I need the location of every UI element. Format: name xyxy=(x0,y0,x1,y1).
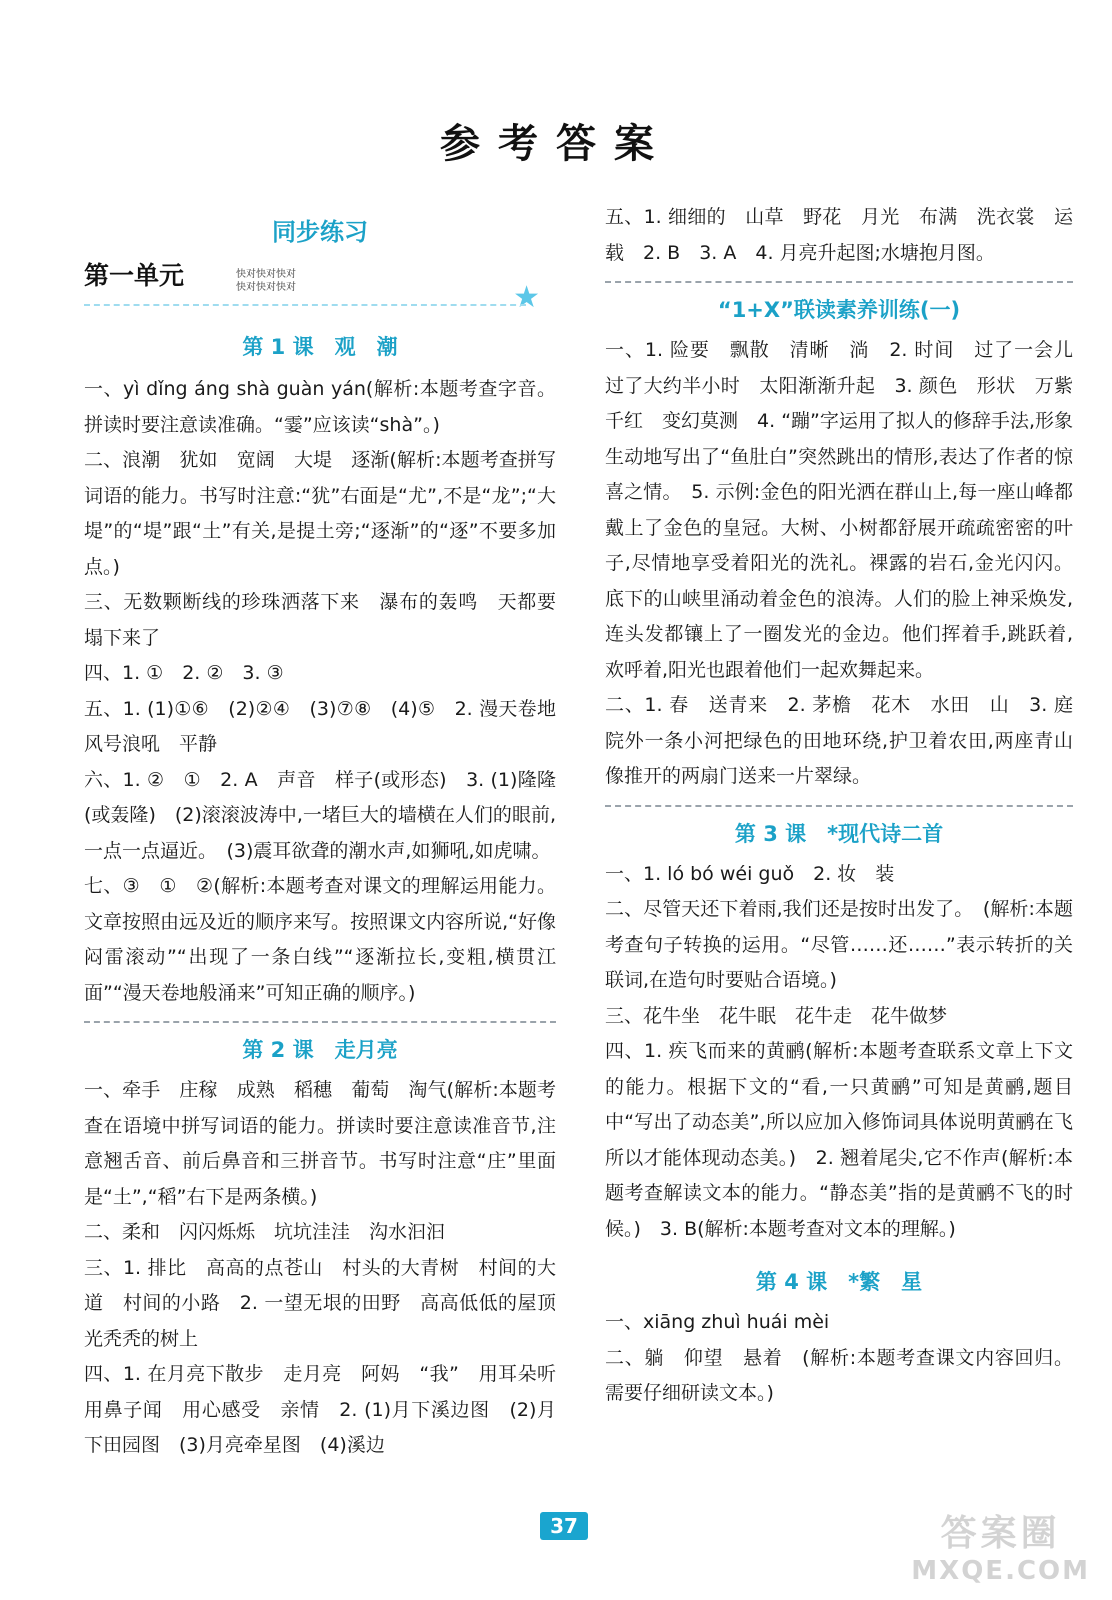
watermark-line2: MXQE.COM xyxy=(911,1556,1090,1586)
lesson-4-answers xyxy=(605,1305,1073,1412)
answer-item: 一、1. 险要 飘散 清晰 淌 2. 时间 过了一会儿 过了大约半小时 太阳渐渐升起 3. 颜色 形状 万紫千红 变幻莫测 4. “蹦”字运用了拟人的修辞手法,形象生动地写出了“鱼肚白”突然跳出的情形,表达了作者的惊喜之情。 5. 示例:金色的阳光洒在群山上,每一座山峰都戴上了金色的皇冠。大树、小树都舒展开疏疏密密的叶子,尽情地享受着阳光的洗礼。裸露的岩石,金光闪闪。底下的山峡里涌动着金色的浪涛。人们的脸上神采焕发,连头发都镶上了一圈发光的金边。他们挥着手,跳跃着,欢呼着,阳光也跟着他们一起欢舞起来。 xyxy=(605,339,1093,681)
answer-item: 五、1. 细细的 山草 野花 月光 布满 洗衣裳 运载 2. B 3. A 4. 月亮升起图;水塘抱月图。 xyxy=(605,206,1073,264)
answer-item: 四、1. 疾飞而来的黄鹂(解析:本题考查联系文章上下文的能力。根据下文的“看,一只黄鹂”可知是黄鹂,题目中“写出了动态美”,所以应加入修饰词具体说明黄鹂在飞所以才能体现动态美。) 2. 翘着尾尖,它不作声(解析:本题考查解读文本的能力。“静态美”指的是黄鹂不飞的时候。) 3. B(解析:本题考查对文本的理解。) xyxy=(605,1040,1073,1240)
lesson-2-title: 第 2 课 走月亮 xyxy=(242,1038,398,1062)
section-divider xyxy=(605,805,1073,807)
sync-practice-banner: 同步练习 xyxy=(272,218,368,246)
page-title: 参考答案 xyxy=(440,120,672,167)
answer-item: 二、浪潮 犹如 宽阔 大堤 逐渐(解析:本题考查拼写词语的能力。书写时注意:“犹”右面是“尤”,不是“龙”;“大堤”的“堤”跟“土”有关,是提土旁;“逐渐”的“逐”不要多加点。) xyxy=(84,449,556,578)
left-column xyxy=(84,200,576,1464)
answer-item: 四、1. 在月亮下散步 走月亮 阿妈 “我” 用耳朵听 用鼻子闻 用心感受 亲情 2. (1)月下溪边图 (2)月下田园图 (3)月亮牵星图 (4)溪边 xyxy=(84,1363,576,1456)
lesson-2-continued xyxy=(605,200,1073,271)
watermark-line1: 答案圈 xyxy=(940,1513,1061,1554)
lesson-1-answers xyxy=(84,372,576,1011)
watermark-logo xyxy=(911,1505,1090,1586)
answer-item: 三、1. 排比 高高的点苍山 村头的大青树 村间的大道 村间的小路 2. 一望无垠的田野 高高低低的屋顶 光秃秃的树上 xyxy=(84,1256,576,1350)
star-icon: ★ xyxy=(513,280,540,315)
unit-subtext xyxy=(236,268,296,294)
answer-item: 一、1. ló bó wéi guǒ 2. 妆 装 xyxy=(605,862,895,885)
right-column xyxy=(605,200,1093,1412)
reading-training-title: “1+X”联读素养训练(一) xyxy=(717,298,961,322)
answer-item: 一、xiāng zhuì huái mèi xyxy=(605,1311,830,1333)
answer-item: 四、1. ① 2. ② 3. ③ xyxy=(84,662,284,684)
unit-subtext-line2: 快对快对快对 xyxy=(236,282,296,293)
lesson-3-title: 第 3 课 *现代诗二首 xyxy=(734,821,944,846)
lesson-1-title: 第 1 课 观 潮 xyxy=(242,335,398,359)
reading-training-answers xyxy=(605,333,1093,795)
answer-item: 三、花牛坐 花牛眠 花牛走 花牛做梦 xyxy=(605,1004,948,1027)
answer-item: 二、1. 春 送青来 2. 茅檐 花木 水田 山 3. 庭院外一条小河把绿色的田地环绕,护卫着农田,两座青山像推开的两扇门送来一片翠绿。 xyxy=(605,694,1073,787)
page-number: 37 xyxy=(540,1512,588,1540)
answer-item: 二、躺 仰望 悬着 (解析:本题考查课文内容回归。需要仔细研读文本。) xyxy=(605,1346,1073,1404)
lesson-3-answers xyxy=(605,857,1073,1248)
section-divider xyxy=(84,1021,556,1023)
section-divider xyxy=(605,281,1073,283)
answer-item: 一、牵手 庄稼 成熟 稻穗 葡萄 淘气(解析:本题考查在语境中拼写词语的能力。拼读时要注意读准音节,注意翘舌音、前后鼻音和三拼音节。书写时注意“庄”里面是“土”,“稻”右下是两条横。) xyxy=(84,1079,556,1208)
answer-item: 六、1. ② ① 2. A 声音 样子(或形态) 3. (1)隆隆(或轰隆) (2)滚滚波涛中,一堵巨大的墙横在人们的眼前,一点一点逼近。 (3)震耳欲聋的潮水声,如狮吼,如虎啸。 xyxy=(84,768,556,862)
lesson-4-title: 第 4 课 *繁 星 xyxy=(755,1270,923,1294)
answer-item: 二、柔和 闪闪烁烁 坑坑洼洼 沟水汩汩 xyxy=(84,1221,446,1243)
unit-subtext-line1: 快对快对快对 xyxy=(236,269,296,280)
unit-title: 第一单元 xyxy=(84,261,185,290)
unit-divider xyxy=(84,304,526,306)
unit-header xyxy=(84,256,556,315)
lesson-2-answers xyxy=(84,1073,576,1464)
answer-item: 五、1. (1)①⑥ (2)②④ (3)⑦⑧ (4)⑤ 2. 漫天卷地 风号浪吼 平静 xyxy=(84,697,576,755)
answer-item: 七、③ ① ②(解析:本题考查对课文的理解运用能力。文章按照由远及近的顺序来写。按照课文内容所说,“好像闷雷滚动”“出现了一条白线”“逐渐拉长,变粗,横贯江面”“漫天卷地般涌来”可知正确的顺序。) xyxy=(84,875,556,1004)
answer-item: 二、尽管天还下着雨,我们还是按时出发了。 (解析:本题考查句子转换的运用。“尽管……还……”表示转折的关联词,在造句时要贴合语境。) xyxy=(605,898,1073,991)
answer-item: 三、无数颗断线的珍珠洒落下来 瀑布的轰鸣 天都要塌下来了 xyxy=(84,591,556,649)
answer-item: 一、yì dǐng áng shà guàn yán(解析:本题考查字音。拼读时要注意读准确。“霎”应该读“shà”。) xyxy=(84,378,556,436)
